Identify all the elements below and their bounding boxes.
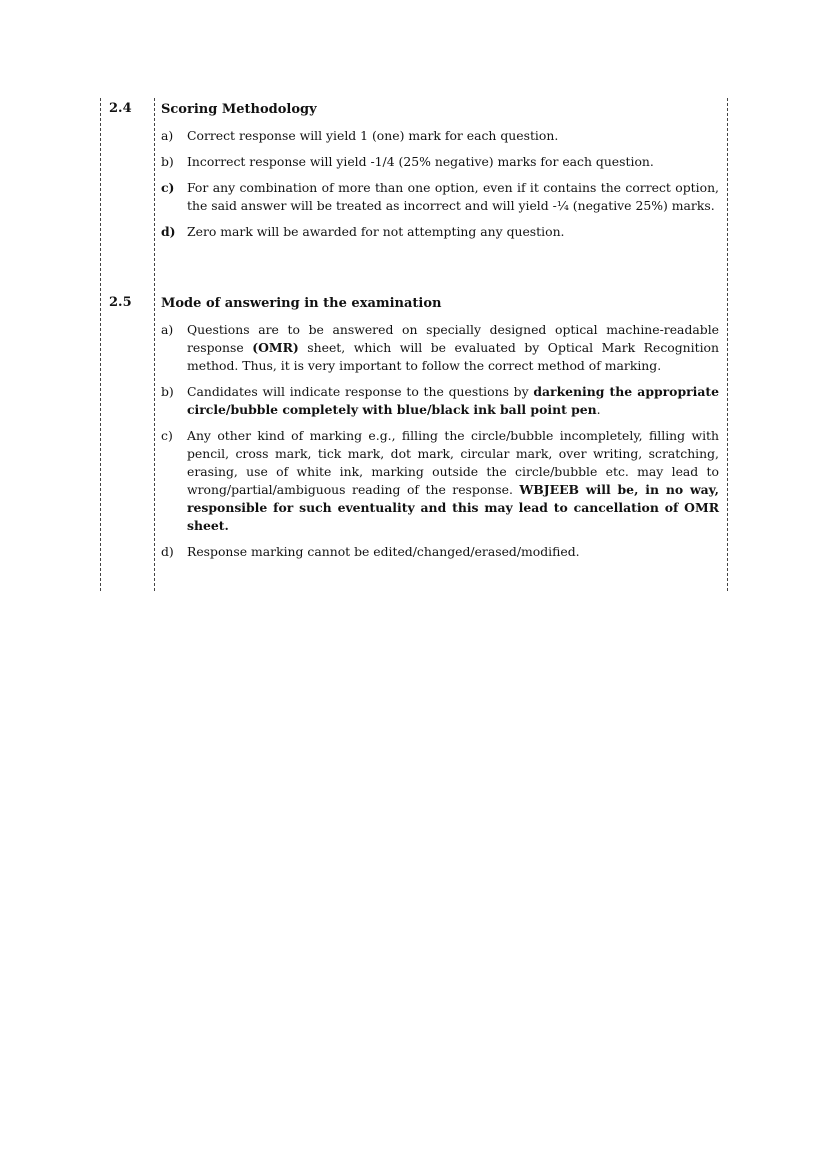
section-number: 2.5 [109,295,132,310]
item-text: For any combination of more than one option, even if it contains the correct option, the said answer will be treated as incorrect and will yield -¼ (negative 25%) marks. [187,180,719,213]
section-title: Scoring Methodology [161,102,317,117]
list-item [161,427,719,535]
item-text: Incorrect response will yield -1/4 (25% negative) marks for each question. [187,154,654,169]
list-item [161,179,719,215]
item-marker: d) [161,544,174,559]
item-marker: b) [161,154,174,169]
item-marker: a) [161,128,174,143]
item-text: Response marking cannot be edited/changed/erased/modified. [187,544,580,559]
item-marker: d) [161,224,176,239]
list-item [161,321,719,375]
section-body [161,101,719,249]
section-number: 2.4 [109,101,132,116]
list-item [161,223,719,241]
item-text: Correct response will yield 1 (one) mark for each question. [187,128,559,143]
list-item [161,153,719,171]
section-title: Mode of answering in the examination [161,296,442,311]
item-text: Questions are to be answered on specially designed optical machine-readable response (OMR) sheet, which will be evaluated by Optical Mark Recognition method. Thus, it is very important to follow the correct method of marking. [187,322,719,373]
instructions-box [100,98,728,591]
item-marker: a) [161,322,174,337]
list-item [161,383,719,419]
list-item [161,127,719,145]
item-marker: b) [161,384,174,399]
section-body [161,295,719,569]
item-text: Candidates will indicate response to the questions by darkening the appropriate circle/bubble completely with blue/black ink ball point pen. [187,384,719,417]
list-item [161,543,719,561]
item-text: Any other kind of marking e.g., filling the circle/bubble incompletely, filling with pencil, cross mark, tick mark, dot mark, circular mark, over writing, scratching, erasing, use of white ink, marking outside the circle/bubble etc. may lead to wrong/partial/ambiguous reading of the response. WBJEEB will be, in no way, responsible for such eventuality and this may lead to cancellation of OMR sheet. [187,428,719,533]
item-marker: c) [161,428,173,443]
column-divider [154,98,155,591]
item-text: Zero mark will be awarded for not attempting any question. [187,224,565,239]
item-marker: c) [161,180,175,195]
